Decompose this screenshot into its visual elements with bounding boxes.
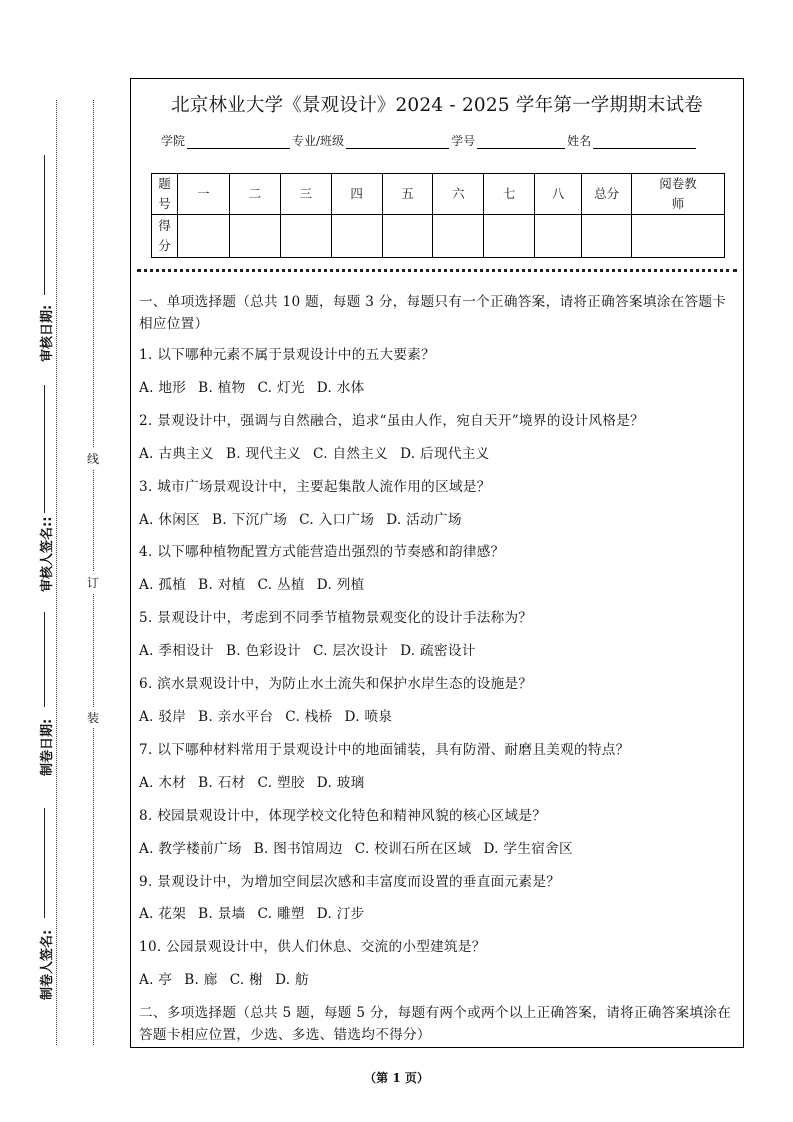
score-cell[interactable] (331, 215, 382, 258)
question-7: 7. 以下哪种材料常用于景观设计中的地面铺装，具有防滑、耐磨且美观的特点？ (139, 742, 630, 758)
reviewer-date-label: 审核日期: (40, 304, 55, 362)
question-2: 2. 景观设计中，强调与自然融合，追求“虽由人作，宛自天开”境界的设计风格是？ (139, 413, 645, 429)
option[interactable]: B. 石材 (198, 775, 246, 791)
question-10: 10. 公园景观设计中，供人们休息、交流的小型建筑是？ (139, 939, 486, 955)
option[interactable]: A. 古典主义 (139, 446, 214, 462)
option[interactable]: C. 层次设计 (313, 643, 389, 659)
option[interactable]: C. 雕塑 (257, 906, 305, 922)
option[interactable]: A. 季相设计 (139, 643, 214, 659)
option[interactable]: A. 亭 (139, 972, 173, 988)
section2-heading: 二、多项选择题（总共 5 题，每题 5 分，每题有两个或两个以上正确答案，请将正确答案填涂在答题卡相应位置，少选、多选、错选均不得分） (139, 1005, 732, 1043)
option[interactable]: D. 列植 (316, 577, 365, 593)
row-label-score: 得分 (152, 215, 178, 258)
student-info-row (161, 132, 698, 149)
question-8-options (139, 838, 737, 860)
option[interactable]: D. 后现代主义 (400, 446, 490, 462)
question-3: 3. 城市广场景观设计中，主要起集散人流作用的区域是？ (139, 479, 491, 495)
page-number: （第 1 页） (364, 1071, 429, 1085)
question-6-options (139, 706, 737, 728)
binding-dotted-line-outer (56, 100, 57, 1045)
maker-date-blank[interactable] (44, 612, 45, 707)
option[interactable]: A. 教学楼前广场 (139, 841, 242, 857)
col-header: 五 (382, 174, 433, 215)
option[interactable]: A. 地形 (139, 380, 187, 396)
score-cell[interactable] (229, 215, 280, 258)
col-header: 四 (331, 174, 382, 215)
option[interactable]: D. 喷泉 (344, 709, 393, 725)
question-2-options (139, 443, 737, 465)
binding-char-zhuang: 装 (87, 707, 99, 728)
option[interactable]: A. 木材 (139, 775, 187, 791)
option[interactable]: A. 花架 (139, 906, 187, 922)
col-header: 二 (229, 174, 280, 215)
exam-frame (130, 78, 744, 1048)
question-9: 9. 景观设计中，为增加空间层次感和丰富度而设置的垂直面元素是？ (139, 874, 561, 890)
option[interactable]: D. 汀步 (316, 906, 365, 922)
student-id-field[interactable] (477, 136, 565, 149)
option[interactable]: B. 色彩设计 (225, 643, 302, 659)
college-label: 学院 (161, 134, 186, 148)
score-cell-grader[interactable] (632, 215, 725, 258)
col-header: 八 (535, 174, 582, 215)
score-cell[interactable] (177, 215, 229, 258)
maker-date-label: 制卷日期: (40, 718, 55, 776)
name-field[interactable] (593, 136, 696, 149)
option[interactable]: C. 校训石所在区域 (354, 841, 472, 857)
option[interactable]: A. 孤植 (139, 577, 187, 593)
option[interactable]: D. 玻璃 (316, 775, 365, 791)
section1-heading: 一、单项选择题（总共 10 题，每题 3 分，每题只有一个正确答案，请将正确答案填涂在答题卡相应位置） (139, 294, 727, 332)
option[interactable]: B. 廊 (184, 972, 218, 988)
score-table (151, 173, 725, 258)
score-cell[interactable] (382, 215, 433, 258)
option[interactable]: B. 图书馆周边 (253, 841, 343, 857)
col-header: 七 (484, 174, 535, 215)
section-separator (137, 269, 737, 272)
major-field[interactable] (346, 136, 449, 149)
reviewer-sign-label: 审核人签名:: (40, 516, 55, 592)
row-label-question-no: 题号 (152, 174, 178, 215)
name-label: 姓名 (567, 134, 592, 148)
option[interactable]: C. 入口广场 (299, 512, 375, 528)
major-label: 专业/班级 (292, 134, 345, 148)
score-cell[interactable] (433, 215, 484, 258)
question-4: 4. 以下哪种植物配置方式能营造出强烈的节奏感和韵律感？ (139, 544, 505, 560)
option[interactable]: D. 舫 (275, 972, 309, 988)
col-header: 三 (280, 174, 331, 215)
option[interactable]: B. 景墙 (198, 906, 246, 922)
question-1: 1. 以下哪种元素不属于景观设计中的五大要素？ (139, 347, 436, 363)
maker-sign-blank[interactable] (44, 808, 45, 918)
col-header: 六 (433, 174, 484, 215)
col-header-total: 总分 (582, 174, 632, 215)
question-8: 8. 校园景观设计中，体现学校文化特色和精神风貌的核心区域是？ (139, 808, 547, 824)
question-7-options (139, 772, 737, 794)
score-cell[interactable] (280, 215, 331, 258)
question-10-options (139, 969, 737, 991)
option[interactable]: D. 水体 (316, 380, 365, 396)
option[interactable]: C. 塑胶 (257, 775, 305, 791)
maker-sign-label: 制卷人签名: (40, 929, 55, 1000)
college-field[interactable] (187, 136, 290, 149)
option[interactable]: D. 学生宿舍区 (483, 841, 573, 857)
binding-char-line: 线 (87, 448, 99, 469)
question-3-options (139, 509, 737, 531)
binding-char-ding: 订 (87, 572, 99, 593)
option[interactable]: D. 活动广场 (386, 512, 462, 528)
col-header-grader: 阅卷教师 (632, 174, 725, 215)
reviewer-date-blank[interactable] (44, 155, 45, 295)
exam-title: 北京林业大学《景观设计》2024 - 2025 学年第一学期期末试卷 (171, 95, 703, 116)
option[interactable]: B. 现代主义 (225, 446, 302, 462)
option[interactable]: A. 驳岸 (139, 709, 187, 725)
student-id-label: 学号 (451, 134, 476, 148)
question-9-options (139, 903, 737, 925)
reviewer-sign-blank[interactable] (44, 385, 45, 513)
option[interactable]: B. 植物 (198, 380, 246, 396)
question-5-options (139, 640, 737, 662)
question-6: 6. 滨水景观设计中，为防止水土流失和保护水岸生态的设施是？ (139, 676, 533, 692)
option[interactable]: A. 休闲区 (139, 512, 201, 528)
option[interactable]: C. 丛植 (257, 577, 305, 593)
option[interactable]: C. 自然主义 (313, 446, 389, 462)
option[interactable]: B. 亲水平台 (198, 709, 274, 725)
option[interactable]: C. 栈桥 (285, 709, 333, 725)
option[interactable]: B. 对植 (198, 577, 246, 593)
score-cell[interactable] (484, 215, 535, 258)
option[interactable]: C. 榭 (229, 972, 264, 988)
score-cell[interactable] (535, 215, 582, 258)
option[interactable]: C. 灯光 (257, 380, 305, 396)
question-5: 5. 景观设计中，考虑到不同季节植物景观变化的设计手法称为？ (139, 610, 533, 626)
option[interactable]: B. 下沉广场 (212, 512, 288, 528)
question-1-options (139, 377, 737, 399)
question-4-options (139, 574, 737, 596)
score-cell-total[interactable] (582, 215, 632, 258)
col-header: 一 (177, 174, 229, 215)
option[interactable]: D. 疏密设计 (400, 643, 476, 659)
